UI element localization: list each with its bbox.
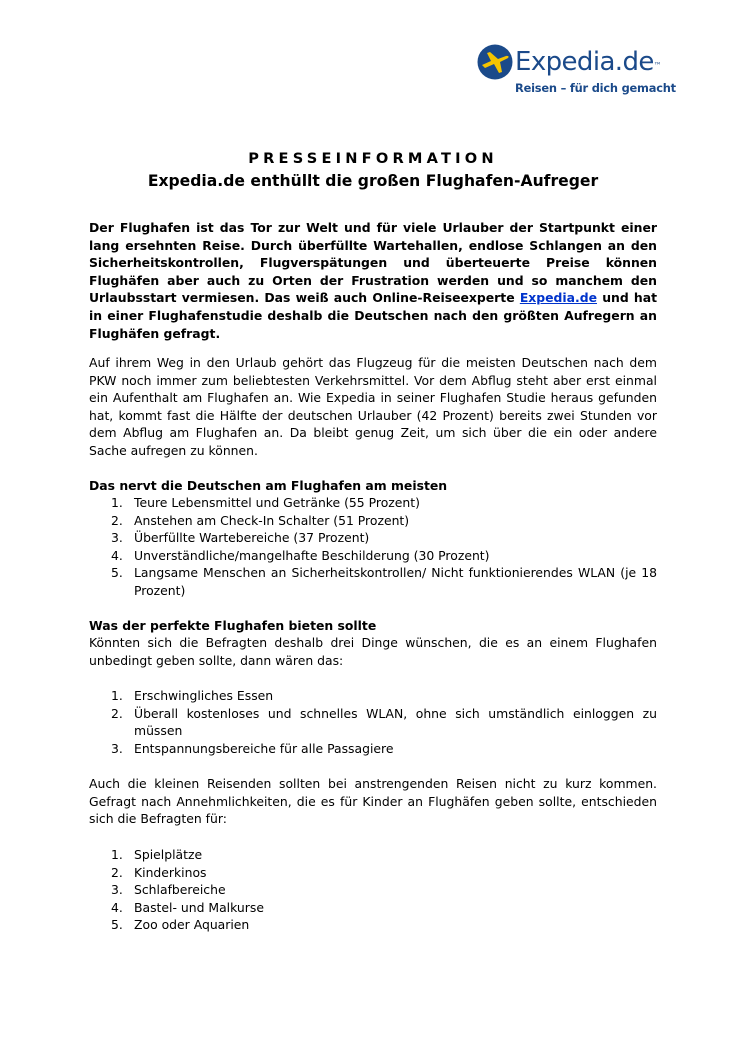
- list-text: Unverständliche/mangelhafte Beschilderung (30 Prozent): [134, 547, 490, 563]
- list-number: 4.: [111, 547, 123, 563]
- list-item: [89, 846, 657, 864]
- list-text: Bastel- und Malkurse: [134, 899, 264, 915]
- list-number: 5.: [111, 917, 123, 933]
- logo-wordmark: [515, 44, 662, 80]
- document-heading: [89, 148, 657, 192]
- list-text: Entspannungsbereiche für alle Passagiere: [134, 740, 394, 756]
- list-text: Überfüllte Wartebereiche (37 Prozent): [134, 530, 370, 546]
- list-text: Kinderkinos: [134, 864, 207, 880]
- list-number: 1.: [111, 688, 123, 703]
- document-title: Expedia.de enthüllt die großen Flughafen-Aufreger: [147, 172, 599, 190]
- annoyances-list: [89, 494, 657, 600]
- list-item: [89, 547, 657, 565]
- list-text: Teure Lebensmittel und Getränke (55 Prozent): [134, 495, 420, 510]
- list-number: 1.: [111, 495, 123, 510]
- press-label: PRESSEINFORMATION: [248, 150, 498, 167]
- paragraph-travel: Auf ihrem Weg in den Urlaub gehört das Flugzeug für die meisten Deutschen nach dem PKW noch immer zum beliebtesten Verkehrsmittel. Vor dem Abflug steht aber erst einmal ein Aufenthalt am Flughafen an. Wie Expedia in seiner Flughafen Studie heraus gefunden hat, kommt fast die Hälfte der deutschen Urlauber (42 Prozent) bereits zwei Stunden vor dem Abflug am Flughafen an. Da bleibt genug Zeit, um sich über die ein oder andere Sache aufregen zu können.: [89, 355, 657, 458]
- lead-paragraph: [89, 219, 657, 342]
- section-perfect-airport-heading: Was der perfekte Flughafen bieten sollte: [89, 618, 377, 633]
- list-item: [89, 529, 657, 547]
- wishes-list: [89, 687, 657, 757]
- lead-text-before: Der Flughafen ist das Tor zur Welt und für viele Urlauber der Startpunkt einer lang ersehnten Reise. Durch überfüllte Wartehallen, endlose Schlangen an den Sicherheitskontrollen, Flugverspätungen und überteuerte Preise können Flughäfen aber auch zu Orten der Frustration werden und so manchem den Urlaubsstart vermiesen. Das weiß auch Online-Reiseexperte: [89, 220, 657, 306]
- list-item: [89, 512, 657, 530]
- airplane-globe-icon: [477, 44, 513, 80]
- list-number: 4.: [111, 899, 123, 915]
- expedia-link[interactable]: Expedia.de: [519, 290, 597, 306]
- list-text: Langsame Menschen an Sicherheitskontrollen/ Nicht funktionierendes WLAN (je 18 Prozent): [134, 565, 657, 598]
- list-item: [89, 740, 657, 758]
- paragraph-wishes: Könnten sich die Befragten deshalb drei Dinge wünschen, die es an einem Flughafen unbedingt geben sollte, dann wären das:: [89, 635, 657, 668]
- list-item: [89, 564, 657, 599]
- list-number: 5.: [111, 565, 123, 581]
- brand-tagline: Reisen – für dich gemacht: [515, 81, 676, 95]
- list-number: 2.: [111, 864, 123, 880]
- list-item: [89, 687, 657, 705]
- list-item: [89, 864, 657, 882]
- expedia-logo: [477, 42, 676, 98]
- list-number: 1.: [111, 847, 123, 862]
- list-item: [89, 916, 657, 934]
- brand-name: Expedia.de: [515, 47, 654, 77]
- paragraph-kids: Auch die kleinen Reisenden sollten bei anstrengenden Reisen nicht zu kurz kommen. Gefragt nach Annehmlichkeiten, die es für Kinder an Flughäfen geben sollte, entschieden sich die Befragten für:: [89, 776, 657, 827]
- list-item: [89, 494, 657, 512]
- section-annoyances-heading: Das nervt die Deutschen am Flughafen am meisten: [89, 478, 448, 493]
- kids-list: [89, 846, 657, 934]
- trademark-symbol: ™: [653, 61, 662, 70]
- list-text: Zoo oder Aquarien: [134, 917, 250, 933]
- list-text: Erschwingliches Essen: [134, 688, 274, 703]
- list-number: 3.: [111, 530, 123, 546]
- list-item: [89, 899, 657, 917]
- list-number: 2.: [111, 512, 123, 528]
- list-item: [89, 705, 657, 740]
- lead-text-after: und hat in einer Flughafenstudie deshalb die Deutschen nach den größten Aufregern an Flughäfen gefragt.: [89, 290, 657, 341]
- list-number: 3.: [111, 740, 123, 756]
- list-text: Überall kostenloses und schnelles WLAN, ohne sich umständlich einloggen zu müssen: [134, 705, 657, 739]
- list-item: [89, 881, 657, 899]
- list-number: 2.: [111, 705, 123, 721]
- list-text: Schlafbereiche: [134, 882, 226, 898]
- list-text: Spielplätze: [134, 847, 203, 862]
- list-text: Anstehen am Check-In Schalter (51 Prozent): [134, 512, 410, 528]
- list-number: 3.: [111, 882, 123, 898]
